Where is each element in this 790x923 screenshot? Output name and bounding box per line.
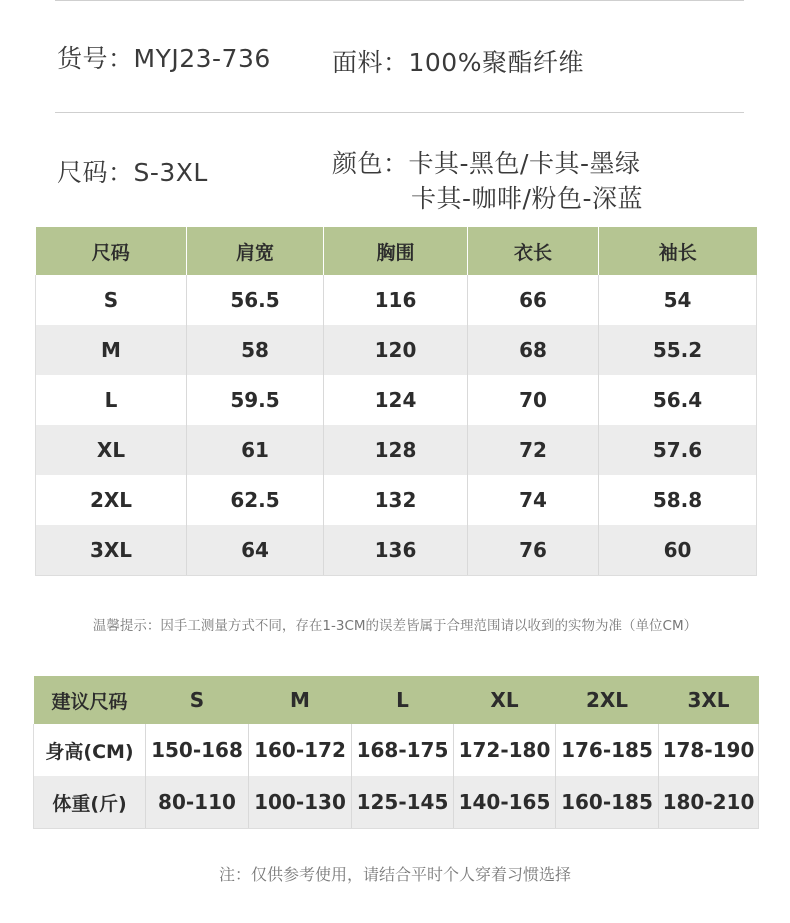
sleeve-cell: 57.6: [599, 425, 757, 475]
chest-cell: 128: [324, 425, 468, 475]
chest-cell: 136: [324, 525, 468, 576]
recommend-size-header: 建议尺码: [34, 676, 146, 724]
table-cell: 125-145: [352, 776, 454, 829]
row-label: 身高(CM): [34, 724, 146, 776]
row-label: 体重(斤): [34, 776, 146, 829]
size-cell: XL: [36, 425, 187, 475]
length-header: 衣长: [468, 227, 599, 275]
chest-cell: 116: [324, 275, 468, 325]
table-row: [36, 425, 757, 475]
measurement-note: 温馨提示：因手工测量方式不同，存在1-3CM的误差皆属于合理范围请以收到的实物为准（单位CM）: [92, 618, 698, 634]
size-l-header: L: [352, 676, 454, 724]
sleeve-cell: 60: [599, 525, 757, 576]
color-options-line1: 颜色：卡其-黑色/卡其-墨绿: [332, 149, 641, 178]
table-cell: 180-210: [659, 776, 759, 829]
table-cell: 160-185: [556, 776, 659, 829]
color-options-line2: 卡其-咖啡/粉色-深蓝: [411, 184, 643, 213]
sleeve-cell: 54: [599, 275, 757, 325]
table-cell: 140-165: [454, 776, 556, 829]
length-cell: 76: [468, 525, 599, 576]
sleeve-cell: 56.4: [599, 375, 757, 425]
size-chart-header-row: [36, 227, 757, 275]
shoulder-cell: 61: [187, 425, 324, 475]
shoulder-cell: 56.5: [187, 275, 324, 325]
size-3xl-header: 3XL: [659, 676, 759, 724]
height-row: [34, 724, 759, 776]
table-cell: 160-172: [249, 724, 352, 776]
size-cell: M: [36, 325, 187, 375]
chest-cell: 132: [324, 475, 468, 525]
sleeve-header: 袖长: [599, 227, 757, 275]
table-cell: 176-185: [556, 724, 659, 776]
middle-divider: [55, 112, 744, 113]
size-chart-table: [35, 227, 757, 576]
chest-header: 胸围: [324, 227, 468, 275]
item-number: 货号：MYJ23-736: [57, 44, 271, 73]
size-range: 尺码：S-3XL: [57, 158, 208, 187]
sleeve-cell: 55.2: [599, 325, 757, 375]
chest-cell: 124: [324, 375, 468, 425]
table-cell: 100-130: [249, 776, 352, 829]
size-2xl-header: 2XL: [556, 676, 659, 724]
size-s-header: S: [146, 676, 249, 724]
recommend-header-row: [34, 676, 759, 724]
table-cell: 80-110: [146, 776, 249, 829]
size-header: 尺码: [36, 227, 187, 275]
table-row: [36, 325, 757, 375]
size-cell: 3XL: [36, 525, 187, 576]
size-cell: L: [36, 375, 187, 425]
chest-cell: 120: [324, 325, 468, 375]
table-cell: 150-168: [146, 724, 249, 776]
sleeve-cell: 58.8: [599, 475, 757, 525]
table-cell: 178-190: [659, 724, 759, 776]
length-cell: 72: [468, 425, 599, 475]
size-cell: 2XL: [36, 475, 187, 525]
length-cell: 68: [468, 325, 599, 375]
fabric-info: 面料：100%聚酯纤维: [332, 48, 584, 77]
shoulder-cell: 64: [187, 525, 324, 576]
size-cell: S: [36, 275, 187, 325]
table-row: [36, 375, 757, 425]
table-cell: 168-175: [352, 724, 454, 776]
length-cell: 66: [468, 275, 599, 325]
recommended-size-table: [33, 676, 759, 829]
top-divider: [55, 0, 744, 1]
footer-note: 注：仅供参考使用，请结合平时个人穿着习惯选择: [218, 865, 571, 884]
table-cell: 172-180: [454, 724, 556, 776]
size-xl-header: XL: [454, 676, 556, 724]
size-m-header: M: [249, 676, 352, 724]
shoulder-cell: 62.5: [187, 475, 324, 525]
shoulder-cell: 59.5: [187, 375, 324, 425]
table-row: [36, 525, 757, 576]
shoulder-cell: 58: [187, 325, 324, 375]
table-row: [36, 275, 757, 325]
weight-row: [34, 776, 759, 829]
shoulder-header: 肩宽: [187, 227, 324, 275]
table-row: [36, 475, 757, 525]
length-cell: 70: [468, 375, 599, 425]
length-cell: 74: [468, 475, 599, 525]
